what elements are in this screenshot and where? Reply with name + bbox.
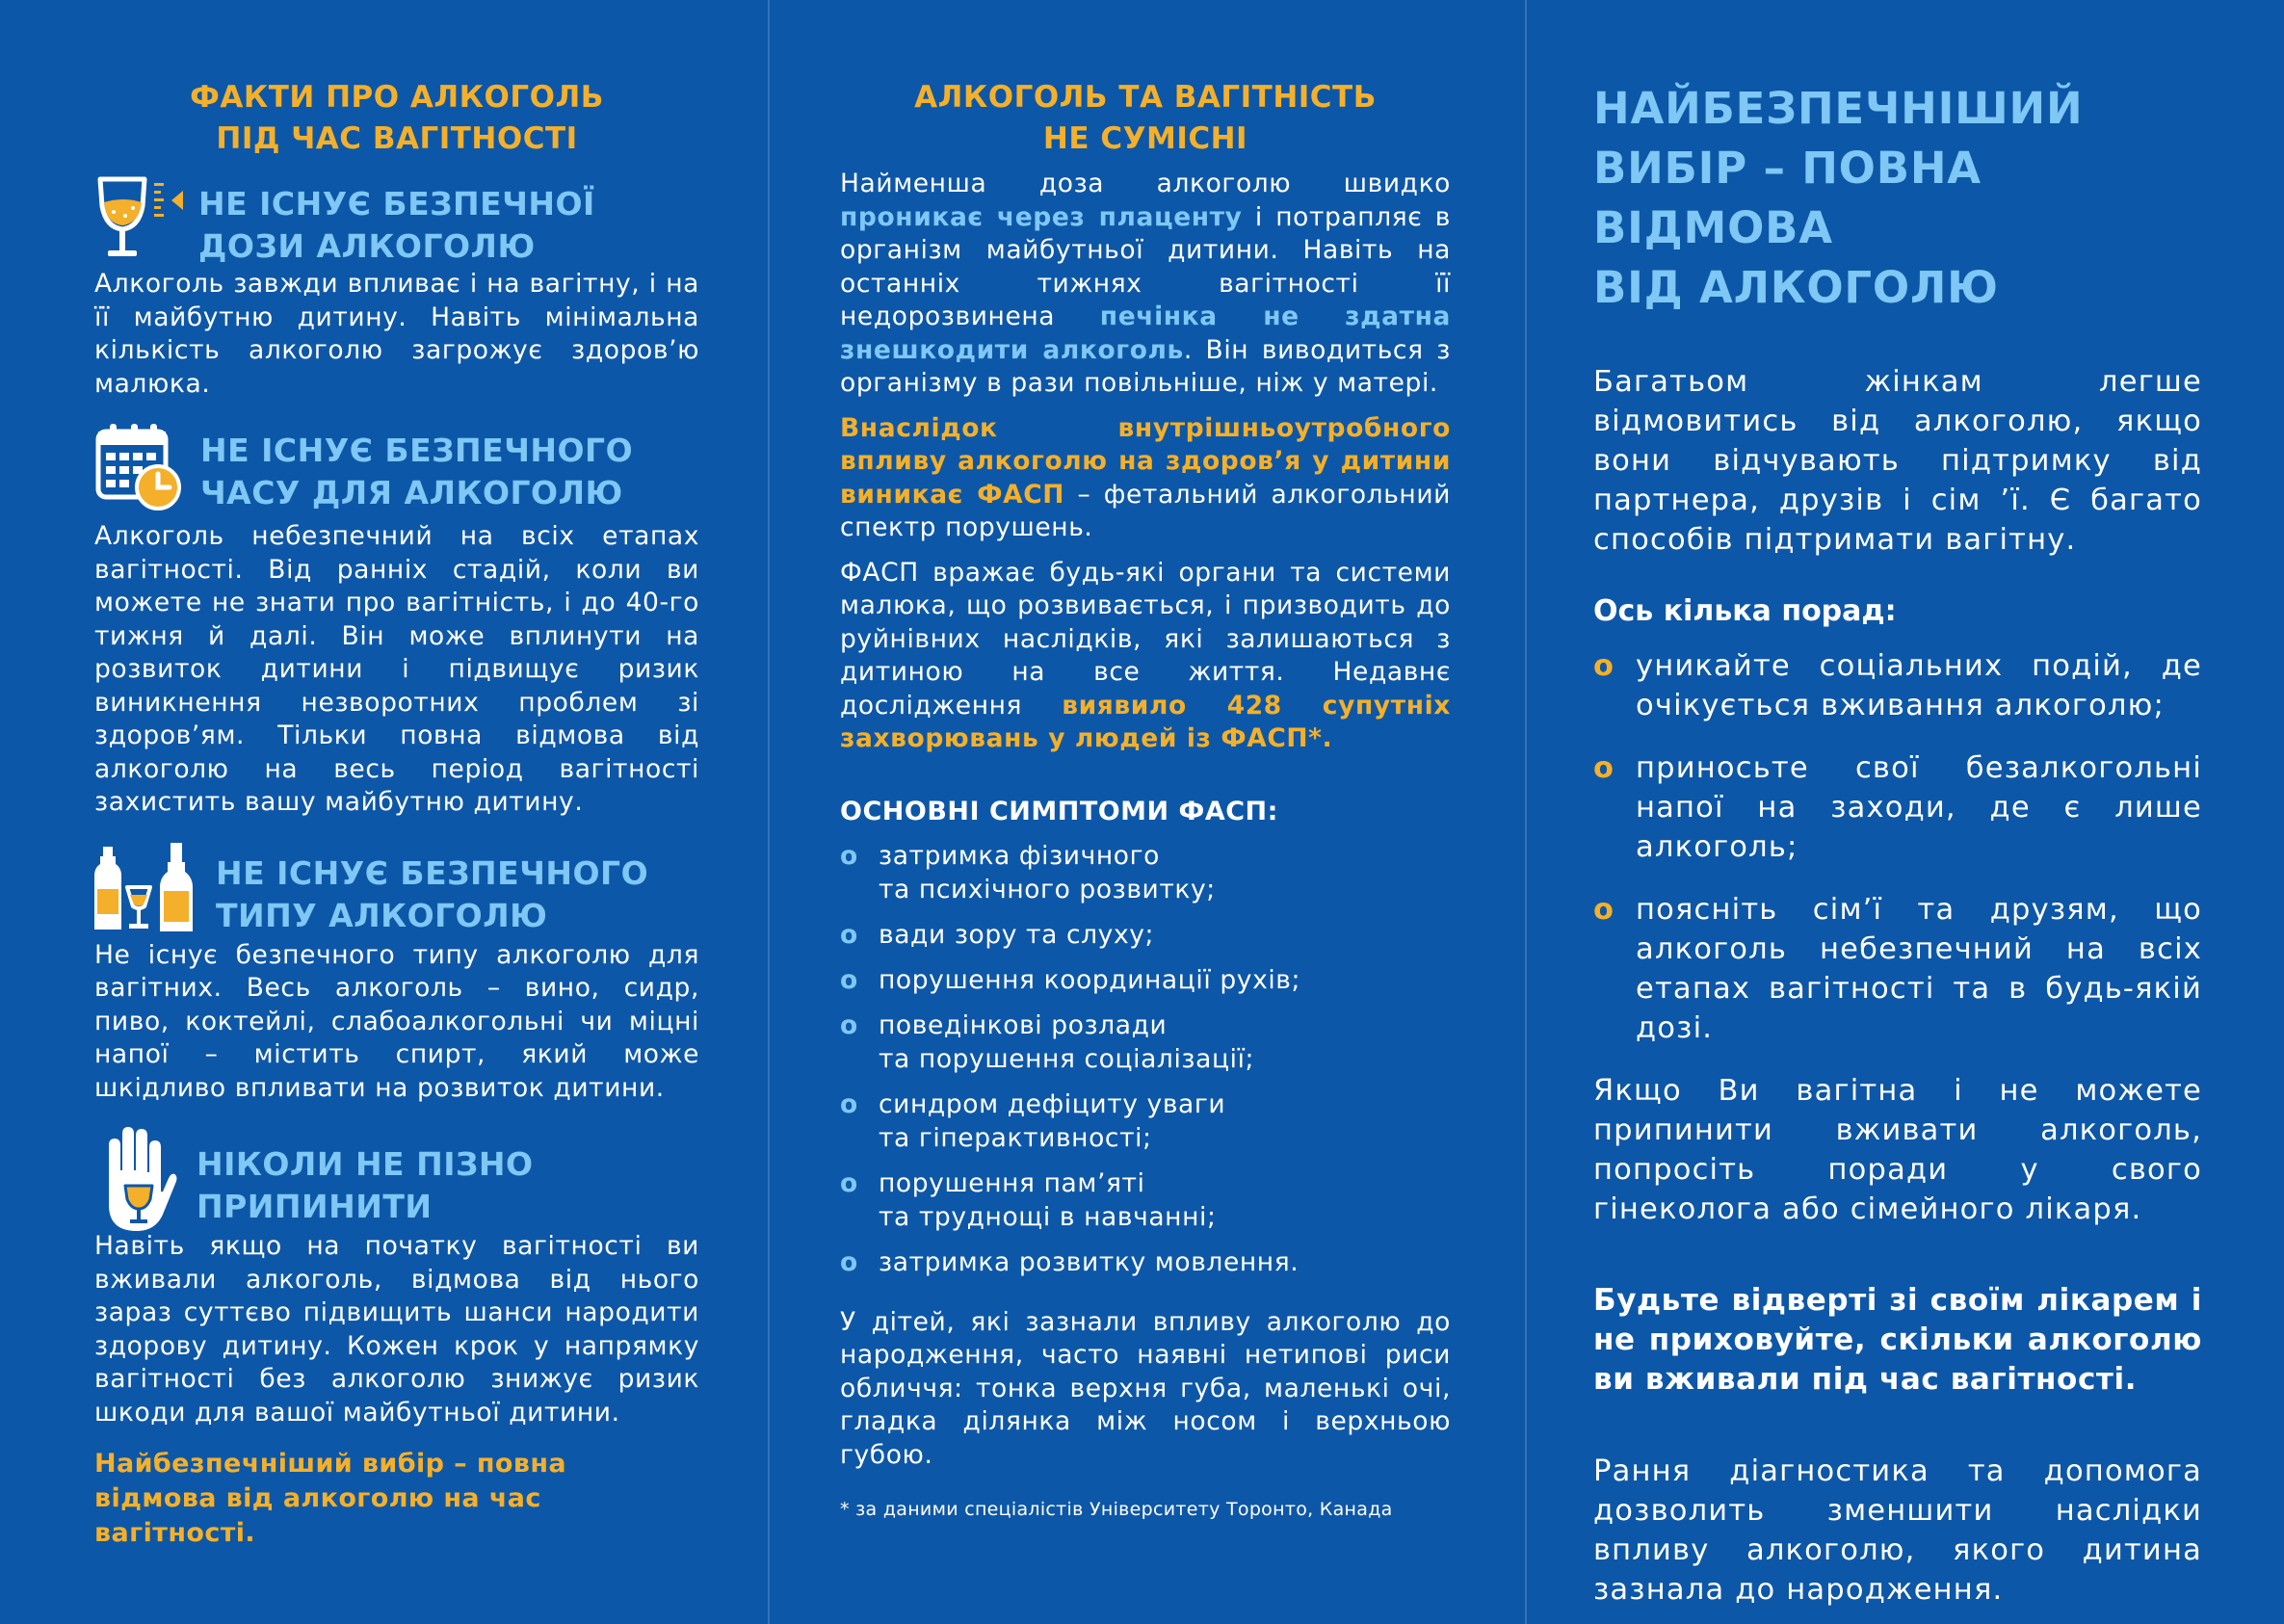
symptom-line: порушення координації рухів; (879, 964, 1301, 995)
symptom-item (840, 1166, 1451, 1234)
bullet-mark: o (840, 964, 858, 995)
closing-statement (94, 1447, 699, 1551)
highlight-placenta: проникає через плаценту (840, 201, 1243, 232)
bullet-mark: o (1593, 751, 1615, 785)
fold-line-1 (768, 0, 770, 1624)
text-run: – фетальний алкогольний спектр порушень. (840, 479, 1451, 542)
title-line: ВИБІР – ПОВНА ВІДМОВА (1593, 143, 1982, 253)
closing-line: Найбезпечніший вибір – повна (94, 1449, 567, 1479)
tip-item (1593, 646, 2202, 725)
section-no-safe-type (94, 843, 699, 937)
wine-glass-icon (94, 173, 187, 266)
title-line: ВІД АЛКОГОЛЮ (1593, 262, 1999, 313)
tips-title: Ось кілька порад: (1593, 594, 1897, 628)
symptom-line: порушення пам’яті (879, 1167, 1145, 1198)
highlight-liver: печінка не здатна знешкодити алкоголь (840, 301, 1451, 365)
tip-text: приносьте свої безалкогольні напої на заходи, де є лише алкоголь; (1636, 751, 2202, 864)
title-line: АЛКОГОЛЬ ТА ВАГІТНІСТЬ (914, 80, 1377, 115)
section-heading (198, 183, 595, 268)
bullet-mark: o (840, 840, 858, 871)
bullet-mark: o (840, 1009, 858, 1040)
tip-text: уникайте соціальних подій, де очікується вживання алкоголю; (1636, 649, 2202, 722)
early-diagnosis-paragraph: Рання діагностика та допомога дозволить зменшити наслідки впливу алкоголю, якого дитина зазнала до народження. (1593, 1454, 2202, 1607)
tips-list (1593, 646, 2202, 1048)
section-never-too-late (94, 1124, 699, 1236)
fold-line-2 (1525, 0, 1527, 1624)
fasd-effects-paragraph (840, 557, 1451, 756)
section-heading (216, 852, 648, 937)
symptom-line: та гіперактивності; (879, 1122, 1152, 1153)
symptom-item (840, 1245, 1451, 1279)
title-line: НЕ СУМІСНІ (1042, 121, 1248, 156)
panel-facts-title (94, 77, 699, 160)
closing-line: відмова від алкоголю на час вагітності. (94, 1483, 541, 1548)
bullet-mark: o (840, 1167, 858, 1198)
tip-item (1593, 748, 2202, 867)
symptom-item (840, 839, 1451, 906)
facial-features-paragraph: У дітей, які зазнали впливу алкоголю до народження, часто наявні нетипові риси обличчя: тонка верхня губа, маленькі очі, гладка ділянка між носом і верхньою губою. (840, 1306, 1451, 1470)
doctor-advice-paragraph: Якщо Ви вагітна і не можете припинити вживати алкоголь, попросіть поради у свого гінеколога або сімейного лікаря. (1593, 1074, 2202, 1226)
bullet-mark: o (1593, 649, 1615, 683)
bullet-mark: o (840, 919, 858, 950)
panel-incompatible-title (840, 77, 1451, 160)
stop-hand-icon (94, 1124, 177, 1236)
panel-incompatible (840, 0, 1451, 1522)
heading-line: ПРИПИНИТИ (197, 1188, 433, 1225)
symptom-line: та психічного розвитку; (879, 874, 1216, 904)
title-line: НАЙБЕЗПЕЧНІШИЙ (1593, 83, 2084, 134)
section-no-safe-time (94, 422, 699, 514)
section-text: Навіть якщо на початку вагітності ви вживали алкоголь, відмова від нього зараз суттєво підвищить шанси народити здорову дитину. Кожен крок у напрямку вагітності без алкоголю знижує ризик шкоди для вашої майбутньої дитини. (94, 1231, 699, 1428)
section-text: Не існує безпечного типу алкоголю для вагітних. Весь алкоголь – вино, сидр, пиво, коктейлі, слабоалкогольні чи міцні напої – містить спирт, який може шкідливо впливати на розвиток дитини. (94, 939, 699, 1103)
symptom-item (840, 1008, 1451, 1076)
symptom-item (840, 918, 1451, 952)
text-run: Найменша доза алкоголю швидко (840, 169, 1451, 198)
heading-line: НІКОЛИ НЕ ПІЗНО (197, 1145, 534, 1183)
panel-facts (94, 0, 699, 1551)
symptom-item (840, 963, 1451, 997)
section-text: Алкоголь завжди впливає і на вагітну, і на її майбутню дитину. Навіть мінімальна кількість алкоголю загрожує здоров’ю малюка. (94, 269, 699, 399)
be-honest-note: Будьте відверті зі своїм лікарем і не приховуйте, скільки алкоголю ви вживали під час вагітності. (1593, 1283, 2202, 1397)
heading-line: ДОЗИ АЛКОГОЛЮ (198, 227, 536, 265)
calendar-clock-icon (94, 422, 183, 511)
symptom-line: синдром дефіциту уваги (879, 1088, 1226, 1119)
heading-line: ЧАСУ ДЛЯ АЛКОГОЛЮ (200, 474, 623, 511)
title-line: ФАКТИ ПРО АЛКОГОЛЬ (190, 80, 604, 115)
symptoms-list (840, 839, 1451, 1279)
symptom-line: та порушення соціалізації; (879, 1043, 1255, 1074)
support-paragraph: Багатьом жінкам легше відмовитись від алкоголю, якщо вони відчувають підтримку від партнера, друзів і сім ’ї. Є багато способів підтримати вагітну. (1593, 365, 2202, 557)
symptom-line: поведінкові розлади (879, 1009, 1168, 1040)
panel-safest-choice (1593, 0, 2202, 1610)
bullet-mark: o (1593, 893, 1615, 927)
section-no-safe-dose (94, 173, 699, 268)
tip-text: поясніть сім’ї та друзям, що алкоголь небезпечний на всіх етапах вагітності та в будь-якій дозі. (1636, 893, 2202, 1045)
bullet-mark: o (840, 1088, 858, 1119)
heading-line: НЕ ІСНУЄ БЕЗПЕЧНОГО (200, 432, 634, 469)
section-heading (200, 430, 633, 514)
section-heading (197, 1143, 534, 1228)
fasd-definition-paragraph (840, 412, 1451, 545)
text-run: і потрапляє в організм майбутньої дитини. Навіть на останніх тижнях вагітності її недорозвинена (840, 201, 1452, 331)
text-run: ФАСП вражає будь-які органи та системи малюка, що розвивається, і призводить до руйнівних наслідків, які залишаються з дитиною на все життя. Недавнє дослідження (840, 557, 1451, 720)
panel-safest-choice-title (1593, 79, 2202, 318)
bottles-icon (94, 843, 195, 935)
symptom-line: вади зору та слуху; (879, 919, 1155, 950)
symptom-line: затримка розвитку мовлення. (879, 1246, 1300, 1277)
highlight-fasd: Внаслідок внутрішньоутробного впливу алкоголю на здоров’я у дитини виникає ФАСП (840, 412, 1451, 510)
placenta-paragraph (840, 168, 1451, 401)
heading-line: НЕ ІСНУЄ БЕЗПЕЧНОЇ (198, 185, 595, 223)
bullet-mark: o (840, 1246, 858, 1277)
section-text: Алкоголь небезпечний на всіх етапах вагітності. Від ранніх стадій, коли ви можете не знати про вагітність, і до 40-го тижня й далі. Він може вплинути на розвиток дитини і підвищує ризик виникнення незворотних проблем зі здоров’ям. Тільки повна відмова від алкоголю на весь період вагітності захистить вашу майбутню дитину. (94, 521, 699, 817)
symptom-item (840, 1087, 1451, 1155)
symptom-line: затримка фізичного (879, 840, 1160, 871)
tip-item (1593, 890, 2202, 1048)
text-run: . Він виводиться з організму в рази повільніше, ніж у матері. (840, 334, 1451, 398)
heading-line: ТИПУ АЛКОГОЛЮ (216, 896, 548, 934)
highlight-428: виявило 428 супутніх захворювань у людей із ФАСП*. (840, 690, 1451, 753)
heading-line: НЕ ІСНУЄ БЕЗПЕЧНОГО (216, 853, 649, 892)
footnote: * за даними спеціалістів Університету Торонто, Канада (840, 1499, 1393, 1520)
symptoms-title: ОСНОВНІ СИМПТОМИ ФАСП: (840, 796, 1278, 826)
symptom-line: та труднощі в навчанні; (879, 1201, 1217, 1232)
title-line: ПІД ЧАС ВАГІТНОСТІ (216, 121, 578, 156)
